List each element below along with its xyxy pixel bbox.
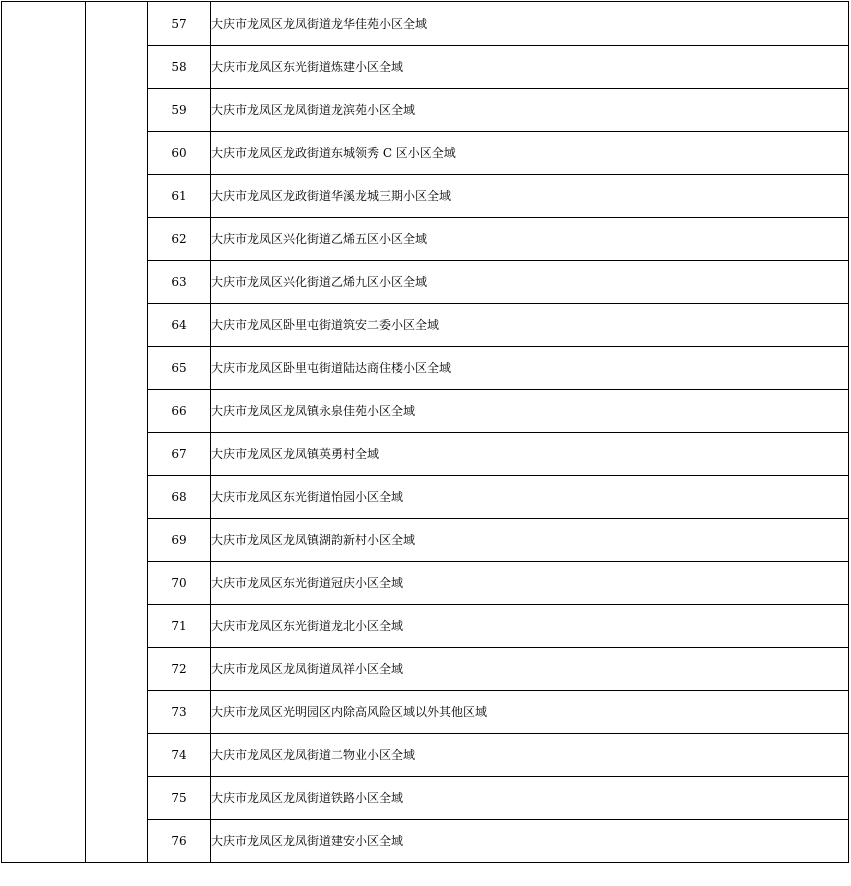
area-name: 大庆市龙凤区光明园区内除高风险区域以外其他区域	[211, 691, 849, 734]
row-number: 60	[148, 132, 211, 175]
area-name: 大庆市龙凤区龙凤街道凤祥小区全域	[211, 648, 849, 691]
row-number: 64	[148, 304, 211, 347]
table-row	[2, 2, 849, 46]
area-name: 大庆市龙凤区兴化街道乙烯九区小区全域	[211, 261, 849, 304]
row-number: 63	[148, 261, 211, 304]
area-name: 大庆市龙凤区龙凤镇永泉佳苑小区全域	[211, 390, 849, 433]
area-name: 大庆市龙凤区龙凤镇湖韵新村小区全域	[211, 519, 849, 562]
area-name: 大庆市龙凤区龙凤街道铁路小区全域	[211, 777, 849, 820]
row-number: 74	[148, 734, 211, 777]
row-number: 66	[148, 390, 211, 433]
area-name: 大庆市龙凤区龙凤街道建安小区全域	[211, 820, 849, 863]
row-number: 67	[148, 433, 211, 476]
merged-level-cell	[86, 2, 148, 863]
area-name: 大庆市龙凤区龙凤街道龙滨苑小区全域	[211, 89, 849, 132]
area-name: 大庆市龙凤区东光街道龙北小区全域	[211, 605, 849, 648]
row-number: 75	[148, 777, 211, 820]
row-number: 57	[148, 2, 211, 46]
merged-category-cell	[2, 2, 86, 863]
row-number: 72	[148, 648, 211, 691]
area-name: 大庆市龙凤区东光街道炼建小区全域	[211, 46, 849, 89]
area-name: 大庆市龙凤区卧里屯街道筑安二委小区全域	[211, 304, 849, 347]
area-name: 大庆市龙凤区龙凤街道二物业小区全域	[211, 734, 849, 777]
area-name: 大庆市龙凤区龙凤镇英勇村全域	[211, 433, 849, 476]
row-number: 62	[148, 218, 211, 261]
row-number: 76	[148, 820, 211, 863]
area-name: 大庆市龙凤区东光街道怡园小区全域	[211, 476, 849, 519]
row-number: 70	[148, 562, 211, 605]
area-name: 大庆市龙凤区东光街道冠庆小区全域	[211, 562, 849, 605]
row-number: 71	[148, 605, 211, 648]
area-name: 大庆市龙凤区龙政街道华溪龙城三期小区全域	[211, 175, 849, 218]
row-number: 65	[148, 347, 211, 390]
area-table	[1, 1, 849, 863]
row-number: 73	[148, 691, 211, 734]
row-number: 58	[148, 46, 211, 89]
row-number: 69	[148, 519, 211, 562]
row-number: 59	[148, 89, 211, 132]
area-name: 大庆市龙凤区龙凤街道龙华佳苑小区全域	[211, 2, 849, 46]
area-name: 大庆市龙凤区卧里屯街道陆达商住楼小区全域	[211, 347, 849, 390]
row-number: 61	[148, 175, 211, 218]
area-name: 大庆市龙凤区兴化街道乙烯五区小区全域	[211, 218, 849, 261]
area-name: 大庆市龙凤区龙政街道东城领秀 C 区小区全域	[211, 132, 849, 175]
row-number: 68	[148, 476, 211, 519]
